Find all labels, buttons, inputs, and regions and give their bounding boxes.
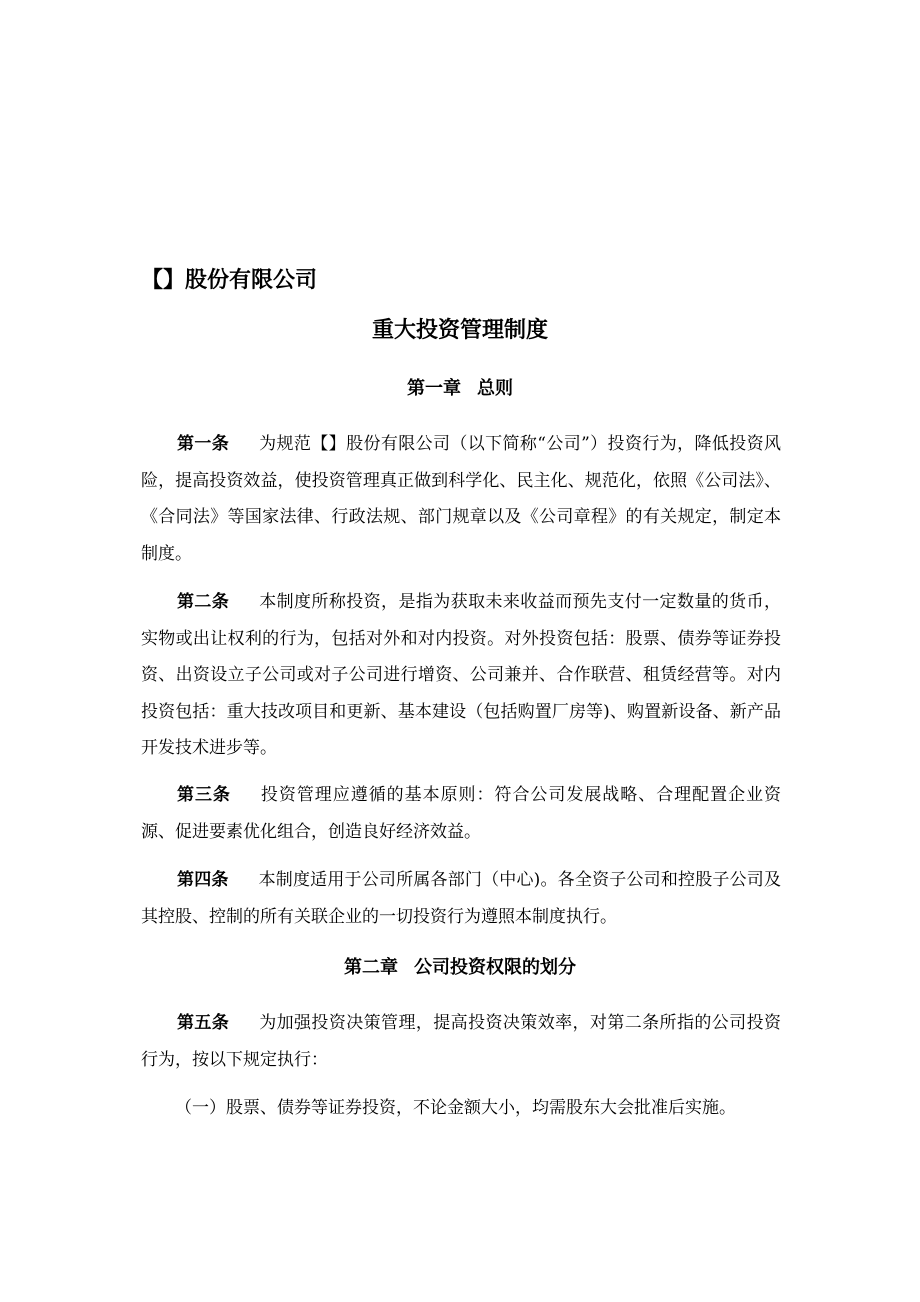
chapter-number: 第二章 [344,957,398,978]
article-text: 为规范【】股份有限公司（以下简称“公司”）投资行为，降低投资风险，提高投资效益，使投资管理真正做到科学化、民主化、规范化，依照《公司法》、《合同法》等国家法律、行政法规、部门规章以及《公司章程》的有关规定，制定本制度。 [141,434,781,564]
article-label: 第五条 [177,1013,230,1033]
article-label: 第四条 [177,870,229,890]
chapter-heading [0,376,920,402]
article-label: 第二条 [177,592,230,612]
article-paragraph [141,584,781,767]
article-paragraph [141,777,781,850]
article-paragraph [141,1005,781,1078]
company-name: 【】股份有限公司 [141,268,318,293]
article-text: 投资管理应遵循的基本原则：符合公司发展战略、合理配置企业资源、促进要素优化组合，创造良好经济效益。 [141,785,782,842]
article-text: 本制度所称投资，是指为获取未来收益而预先支付一定数量的货币，实物或出让权利的行为，包括对外和对内投资。对外投资包括：股票、债券等证券投资、出资设立子公司或对子公司进行增资、公司兼并、合作联营、租赁经营等。对内投资包括：重大技改项目和更新、基本建设（包括购置厂房等)、购置新设备、新产品开发技术进步等。 [141,592,781,758]
article-label: 第一条 [177,434,230,454]
chapter-heading [0,955,920,981]
list-item: （一）股票、债券等证券投资，不论金额大小，均需股东大会批准后实施。 [175,1098,736,1118]
chapter-number: 第一章 [407,378,461,399]
document-title: 重大投资管理制度 [371,318,548,343]
article-text: 为加强投资决策管理，提高投资决策效率，对第二条所指的公司投资行为，按以下规定执行： [141,1013,781,1070]
chapter-title: 公司投资权限的划分 [414,957,576,978]
article-paragraph [141,426,781,572]
article-text: 本制度适用于公司所属各部门（中心)。各全资子公司和控股子公司及其控股、控制的所有关联企业的一切投资行为遵照本制度执行。 [141,870,781,927]
article-paragraph [141,862,781,935]
article-label: 第三条 [177,785,231,805]
chapter-title: 总则 [477,378,513,399]
